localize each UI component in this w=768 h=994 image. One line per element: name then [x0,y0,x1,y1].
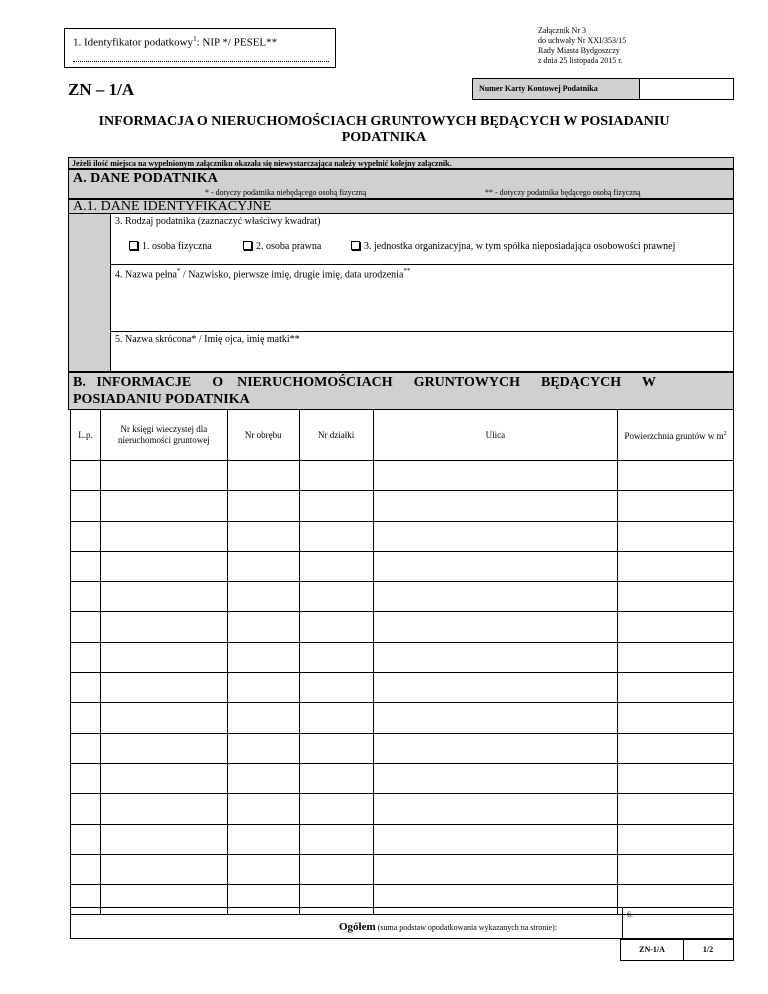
section-a-header [68,169,734,199]
table-cell[interactable] [373,551,618,581]
table-cell[interactable] [299,461,373,491]
table-cell[interactable] [227,461,299,491]
table-cell[interactable] [227,582,299,612]
a1-left-strip [68,214,110,372]
table-cell[interactable] [100,794,227,824]
table-row [71,703,734,733]
table-cell[interactable] [100,824,227,854]
table-cell[interactable] [299,703,373,733]
total-field-number: 6. [627,910,633,919]
table-cell[interactable] [227,733,299,763]
table-cell[interactable] [227,673,299,703]
col-street: Ulica [373,410,618,461]
tax-id-label: 1. Identyfikator podatkowy$^1$: NIP */ PESEL** [73,35,278,49]
table-cell[interactable] [299,824,373,854]
section-b-header [68,372,734,410]
table-cell[interactable] [71,733,101,763]
form-code: ZN – 1/A [68,80,135,99]
table-cell[interactable] [618,642,734,672]
table-cell[interactable] [71,582,101,612]
table-cell[interactable] [618,461,734,491]
table-cell[interactable] [100,491,227,521]
table-cell[interactable] [227,642,299,672]
table-cell[interactable] [373,673,618,703]
section-b-title-line1: B. INFORMACJE O NIERUCHOMOŚCIACH GRUNTOWYCH BĘDĄCYCH W [73,375,656,390]
checkbox-icon [243,241,252,250]
total-label: Ogółem (suma podstaw opodatkowania wykazanych na stronie): [339,921,557,933]
table-cell[interactable] [373,794,618,824]
option-individual[interactable]: 1. osoba fizyczna [129,241,212,252]
table-cell[interactable] [299,733,373,763]
table-row [71,733,734,763]
section-a1-header [68,199,734,214]
table-cell[interactable] [618,854,734,884]
table-cell[interactable] [227,612,299,642]
table-cell[interactable] [299,854,373,884]
note-individual: ** - dotyczy podatnika będącego osobą fizyczną [485,188,641,197]
field-3-label: 3. Rodzaj podatnika (zaznaczyć właściwy kwadrat) [115,216,321,227]
option-legal-person[interactable]: 2. osoba prawna [243,241,321,252]
table-cell[interactable] [299,521,373,551]
table-cell[interactable] [373,582,618,612]
field-4-full-name[interactable] [110,264,734,332]
table-cell[interactable] [100,461,227,491]
table-cell[interactable] [227,521,299,551]
col-land-register: Nr księgi wieczystej dla nieruchomości gruntowej [100,410,227,461]
field-4-label: 4. Nazwa pełna* / Nazwisko, pierwsze imię, drugie imię, data urodzenia** [115,267,411,281]
total-row [70,907,734,939]
table-cell[interactable] [618,794,734,824]
table-cell[interactable] [373,703,618,733]
table-cell[interactable] [373,854,618,884]
table-cell[interactable] [100,642,227,672]
table-row [71,824,734,854]
table-cell[interactable] [299,794,373,824]
table-cell[interactable] [618,763,734,793]
table-cell[interactable] [227,491,299,521]
table-cell[interactable] [299,673,373,703]
attachment-info: Załącznik Nr 3 do uchwały Nr XXI/353/15 Rady Miasta Bydgoszczy z dnia 25 listopada 2015 r. [538,26,627,65]
table-cell[interactable] [227,763,299,793]
total-field[interactable] [622,907,736,939]
table-cell[interactable] [227,854,299,884]
table-cell[interactable] [100,582,227,612]
table-cell[interactable] [373,642,618,672]
table-cell[interactable] [71,612,101,642]
table-cell[interactable] [618,582,734,612]
checkbox-icon [129,241,138,250]
table-cell[interactable] [100,551,227,581]
table-cell[interactable] [227,551,299,581]
table-cell[interactable] [71,703,101,733]
table-cell[interactable] [100,612,227,642]
table-cell[interactable] [618,612,734,642]
table-cell[interactable] [71,521,101,551]
table-cell[interactable] [71,673,101,703]
table-row [71,582,734,612]
option-organizational-unit[interactable]: 3. jednostka organizacyjna, w tym spółka nieposiadająca osobowości prawnej [351,241,675,252]
table-cell[interactable] [299,763,373,793]
tax-id-line [73,61,329,62]
table-cell[interactable] [71,854,101,884]
col-precinct: Nr obrębu [227,410,299,461]
table-cell[interactable] [618,551,734,581]
table-row [71,673,734,703]
table-cell[interactable] [618,703,734,733]
table-cell[interactable] [100,733,227,763]
field-3-taxpayer-type [110,213,734,265]
table-cell[interactable] [373,612,618,642]
table-cell[interactable] [618,521,734,551]
table-row [71,794,734,824]
footer-page: 1/2 [702,945,714,954]
account-number-field[interactable] [641,79,733,99]
section-a1-title: A.1. DANE IDENTYFIKACYJNE [73,199,272,214]
table-cell[interactable] [373,824,618,854]
table-cell[interactable] [71,824,101,854]
table-row [71,521,734,551]
col-area: Powierzchnia gruntów w $m^2$ [618,410,734,461]
table-cell[interactable] [299,551,373,581]
table-cell[interactable] [373,461,618,491]
table-cell[interactable] [71,642,101,672]
field-5-label: 5. Nazwa skrócona* / Imię ojca, imię matki** [115,334,300,345]
table-cell[interactable] [71,551,101,581]
table-cell[interactable] [373,491,618,521]
col-plot: Nr działki [299,410,373,461]
table-row [71,854,734,884]
section-b-title-line2: POSIADANIU PODATNIKA [73,392,250,407]
page-title: INFORMACJA O NIERUCHOMOŚCIACH GRUNTOWYCH BĘDĄCYCH W POSIADANIU PODATNIKA [98,114,670,145]
table-cell[interactable] [71,794,101,824]
table-cell[interactable] [100,673,227,703]
note-non-individual: * - dotyczy podatnika niebędącego osobą fizyczną [205,188,367,197]
col-lp: L.p. [71,410,101,461]
table-cell[interactable] [100,521,227,551]
table-cell[interactable] [100,854,227,884]
footer-box [620,939,734,961]
account-number-box [472,78,734,100]
table-cell[interactable] [618,824,734,854]
table-cell[interactable] [100,763,227,793]
table-row [71,551,734,581]
table-cell[interactable] [71,763,101,793]
table-cell[interactable] [618,733,734,763]
table-cell[interactable] [373,521,618,551]
field-5-short-name[interactable] [110,331,734,372]
table-cell[interactable] [299,491,373,521]
notice-bar: Jeżeli ilość miejsca na wypełnionym załączniku okazała się niewystarczająca należy wypełnić kolejny załącznik. [68,157,734,169]
table-cell[interactable] [71,461,101,491]
checkbox-icon [351,241,360,250]
table-row [71,461,734,491]
table-cell[interactable] [373,763,618,793]
table-cell[interactable] [227,794,299,824]
table-cell[interactable] [100,703,227,733]
table-header-row [71,410,734,461]
table-cell[interactable] [373,733,618,763]
table-cell[interactable] [299,582,373,612]
table-row [71,612,734,642]
table-cell[interactable] [618,673,734,703]
table-row [71,642,734,672]
table-cell[interactable] [299,612,373,642]
table-cell[interactable] [299,642,373,672]
table-cell[interactable] [227,824,299,854]
section-a-title: A. DANE PODATNIKA [73,171,218,186]
table-cell[interactable] [227,703,299,733]
tax-id-box[interactable] [64,28,336,68]
table-row [71,763,734,793]
property-table [70,409,734,915]
footer-code: ZN-1/A [621,940,684,960]
table-cell[interactable] [618,491,734,521]
table-cell[interactable] [71,491,101,521]
table-row [71,491,734,521]
account-number-label: Numer Karty Kontowej Podatnika [473,79,640,99]
